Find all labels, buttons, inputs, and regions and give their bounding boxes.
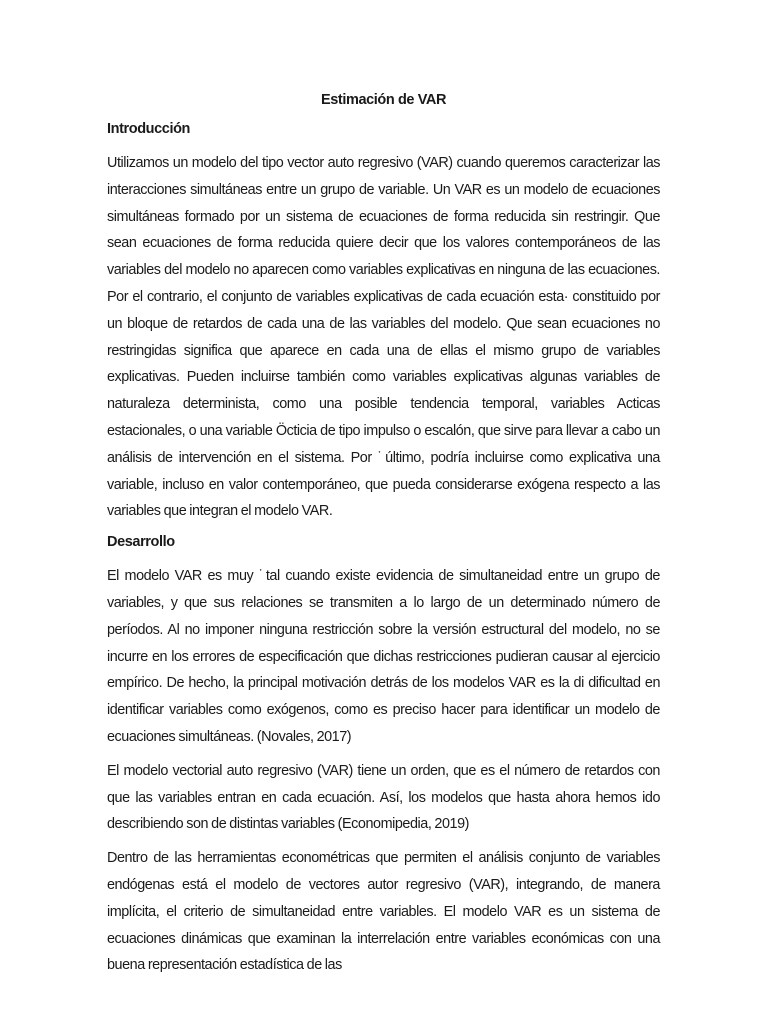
paragraph: Dentro de las herramientas econométricas que permiten el análisis conjunto de variables endógenas está el modelo de vectores autor regresivo (VAR), integrando, de manera implícita, el criterio de simultaneidad entre variables. El modelo VAR es un sistema de ecuaciones dinámicas que examinan la interrelación entre variables económicas con una buena representación estadística de las xyxy=(107,850,660,974)
section-introduccion xyxy=(107,119,660,525)
document-title: Estimación de VAR xyxy=(320,92,447,108)
section-desarrollo xyxy=(107,532,660,979)
section-heading: Introducción xyxy=(107,121,191,137)
section-heading: Desarrollo xyxy=(107,534,175,551)
document-page xyxy=(107,90,660,986)
paragraph: El modelo VAR es muy ˙tal cuando existe evidencia de simultaneidad entre un grupo de variables, y que sus relaciones se transmiten a lo largo de un determinado número de períodos. Al no imponer ninguna restricción sobre la versión estructural del modelo, no se incurre en los errores de especificación que dichas restricciones pudieran causar al ejercicio empírico. De hecho, la principal motivación detrás de los modelos VAR es la di dificultad en identificar variables como exógenos, como es preciso hacer para identificar un modelo de ecuaciones simultáneas. (Novales, 2017) xyxy=(107,568,660,745)
paragraph: Utilizamos un modelo del tipo vector auto regresivo (VAR) cuando queremos caracterizar las interacciones simultáneas entre un grupo de variable. Un VAR es un modelo de ecuaciones simultáneas formado por un sistema de ecuaciones de forma reducida sin restringir. Que sean ecuaciones de forma reducida quiere decir que los valores contemporáneos de las variables del modelo no aparecen como variables explicativas en ninguna de las ecuaciones. Por el contrario, el conjunto de variables explicativas de cada ecuación esta· constituido por un bloque de retardos de cada una de las variables del modelo. Que sean ecuaciones no restringidas significa que aparece en cada una de ellas el mismo grupo de variables explicativas. Pueden incluirse también como variables explicativas algunas variables de naturaleza determinista, como una posible tendencia temporal, variables Acticas estacionales, o una variable Öcticia de tipo impulso o escalón, que sirve para llevar a cabo un análisis de intervención en el sistema. Por ˙último, podría incluirse como explicativa una variable, incluso en valor contemporáneo, que pueda considerarse exógena respecto a las variables que integran el modelo VAR. xyxy=(107,155,660,520)
paragraph: El modelo vectorial auto regresivo (VAR) tiene un orden, que es el número de retardos con que las variables entran en cada ecuación. Así, los modelos que hasta ahora hemos ido describiendo son de distintas variables (Economipedia, 2019) xyxy=(107,762,660,833)
